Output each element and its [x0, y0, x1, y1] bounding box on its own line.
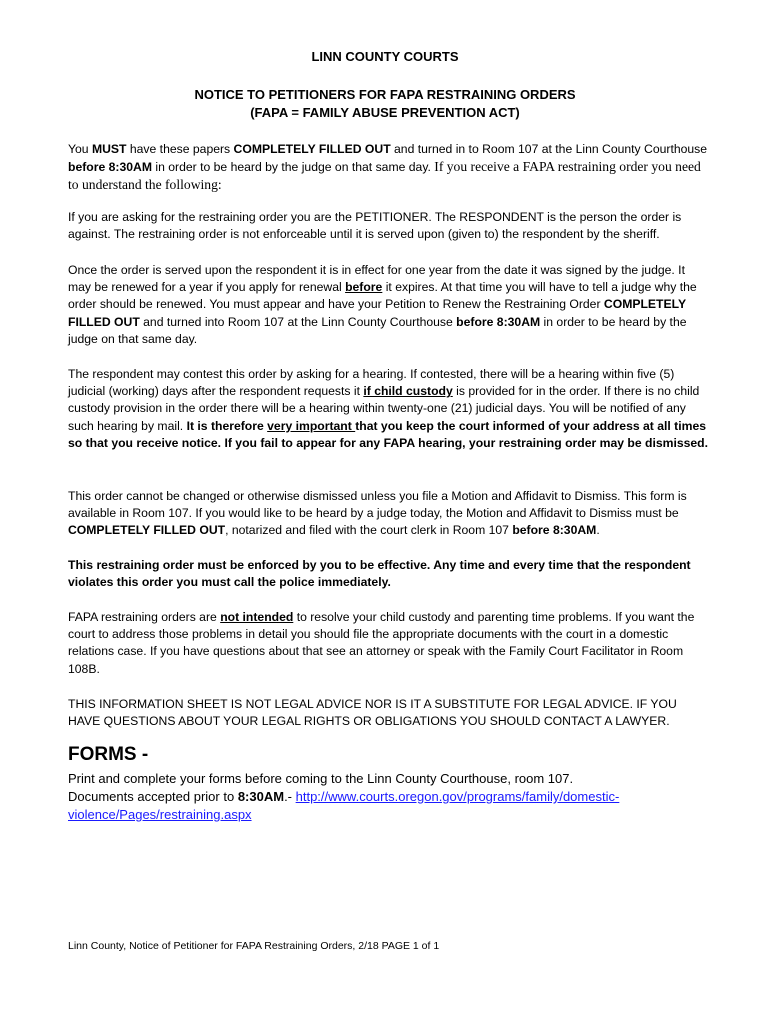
paragraph-instructions: You MUST have these papers COMPLETELY FILLED OUT and turned in to Room 107 at the Linn County Courthouse before 8:30AM in order to be heard by the judge on that same day. If you receive a FAPA restraining order you need to understand the following:: [68, 142, 708, 193]
paragraph-petitioner: If you are asking for the restraining order you are the PETITIONER. The RESPONDENT is the person the order is against. The restraining order is not enforceable until it is served upon (given to) the respondent by the sheriff.: [68, 210, 682, 242]
paragraph-disclaimer: THIS INFORMATION SHEET IS NOT LEGAL ADVICE NOR IS IT A SUBSTITUTE FOR LEGAL ADVICE. IF YOU HAVE QUESTIONS ABOUT YOUR LEGAL RIGHTS OR OBLIGATIONS YOU SHOULD CONTACT A LAWYER.: [68, 697, 677, 729]
paragraph-hearing: The respondent may contest this order by asking for a hearing. If contested, there will be a hearing within five (5) judicial (working) days after the respondent requests it if child custody is provided for in the order. If there is no child custody provision in the order there will be a hearing within twenty-one (21) judicial days. You will be notified of any such hearing by mail. It is therefore very important that you keep the court informed of your address at all times so that you receive notice. If you fail to appear for any FAPA hearing, your restraining order may be dismissed.: [68, 367, 709, 450]
paragraph-custody: FAPA restraining orders are not intended to resolve your child custody and parenting time problems. If you want the court to address those problems in detail you should file the appropriate documents with the court in a domestic relations case. If you have questions about that see an attorney or speak with the Family Court Facilitator in Room 108B.: [68, 610, 695, 676]
notice-subtitle: (FAPA = FAMILY ABUSE PREVENTION ACT): [250, 105, 520, 120]
forms-line-1: Print and complete your forms before coming to the Linn County Courthouse, room 107.: [68, 771, 574, 786]
forms-section: [68, 770, 708, 824]
forms-link[interactable]: http://www.courts.oregon.gov/programs/family/domestic-violence/Pages/restraining.aspx: [68, 789, 620, 822]
notice-title: NOTICE TO PETITIONERS FOR FAPA RESTRAINING ORDERS: [194, 87, 576, 102]
forms-line-2: Documents accepted prior to 8:30AM.- http://www.courts.oregon.gov/programs/family/domestic-violence/Pages/restraining.aspx: [68, 789, 620, 822]
forms-heading: FORMS -: [68, 744, 149, 765]
paragraph-dismiss: This order cannot be changed or otherwise dismissed unless you file a Motion and Affidavit to Dismiss. This form is available in Room 107. If you would like to be heard by a judge today, the Motion and Affidavit to Dismiss must be COMPLETELY FILLED OUT, notarized and filed with the court clerk in Room 107 before 8:30AM.: [68, 489, 687, 538]
paragraph-enforcement: This restraining order must be enforced by you to be effective. Any time and every time that the respondent violates this order you must call the police immediately.: [68, 558, 691, 590]
court-title: LINN COUNTY COURTS: [311, 49, 459, 64]
paragraph-renewal: Once the order is served upon the respondent it is in effect for one year from the date it was signed by the judge. It may be renewed for a year if you apply for renewal before it expires. At that time you will have to tell a judge why the order should be renewed. You must appear and have your Petition to Renew the Restraining Order COMPLETELY FILLED OUT and turned into Room 107 at the Linn County Courthouse before 8:30AM in order to be heard by the judge on that same day.: [68, 263, 697, 346]
page-footer: Linn County, Notice of Petitioner for FAPA Restraining Orders, 2/18 PAGE 1 of 1: [68, 940, 440, 952]
